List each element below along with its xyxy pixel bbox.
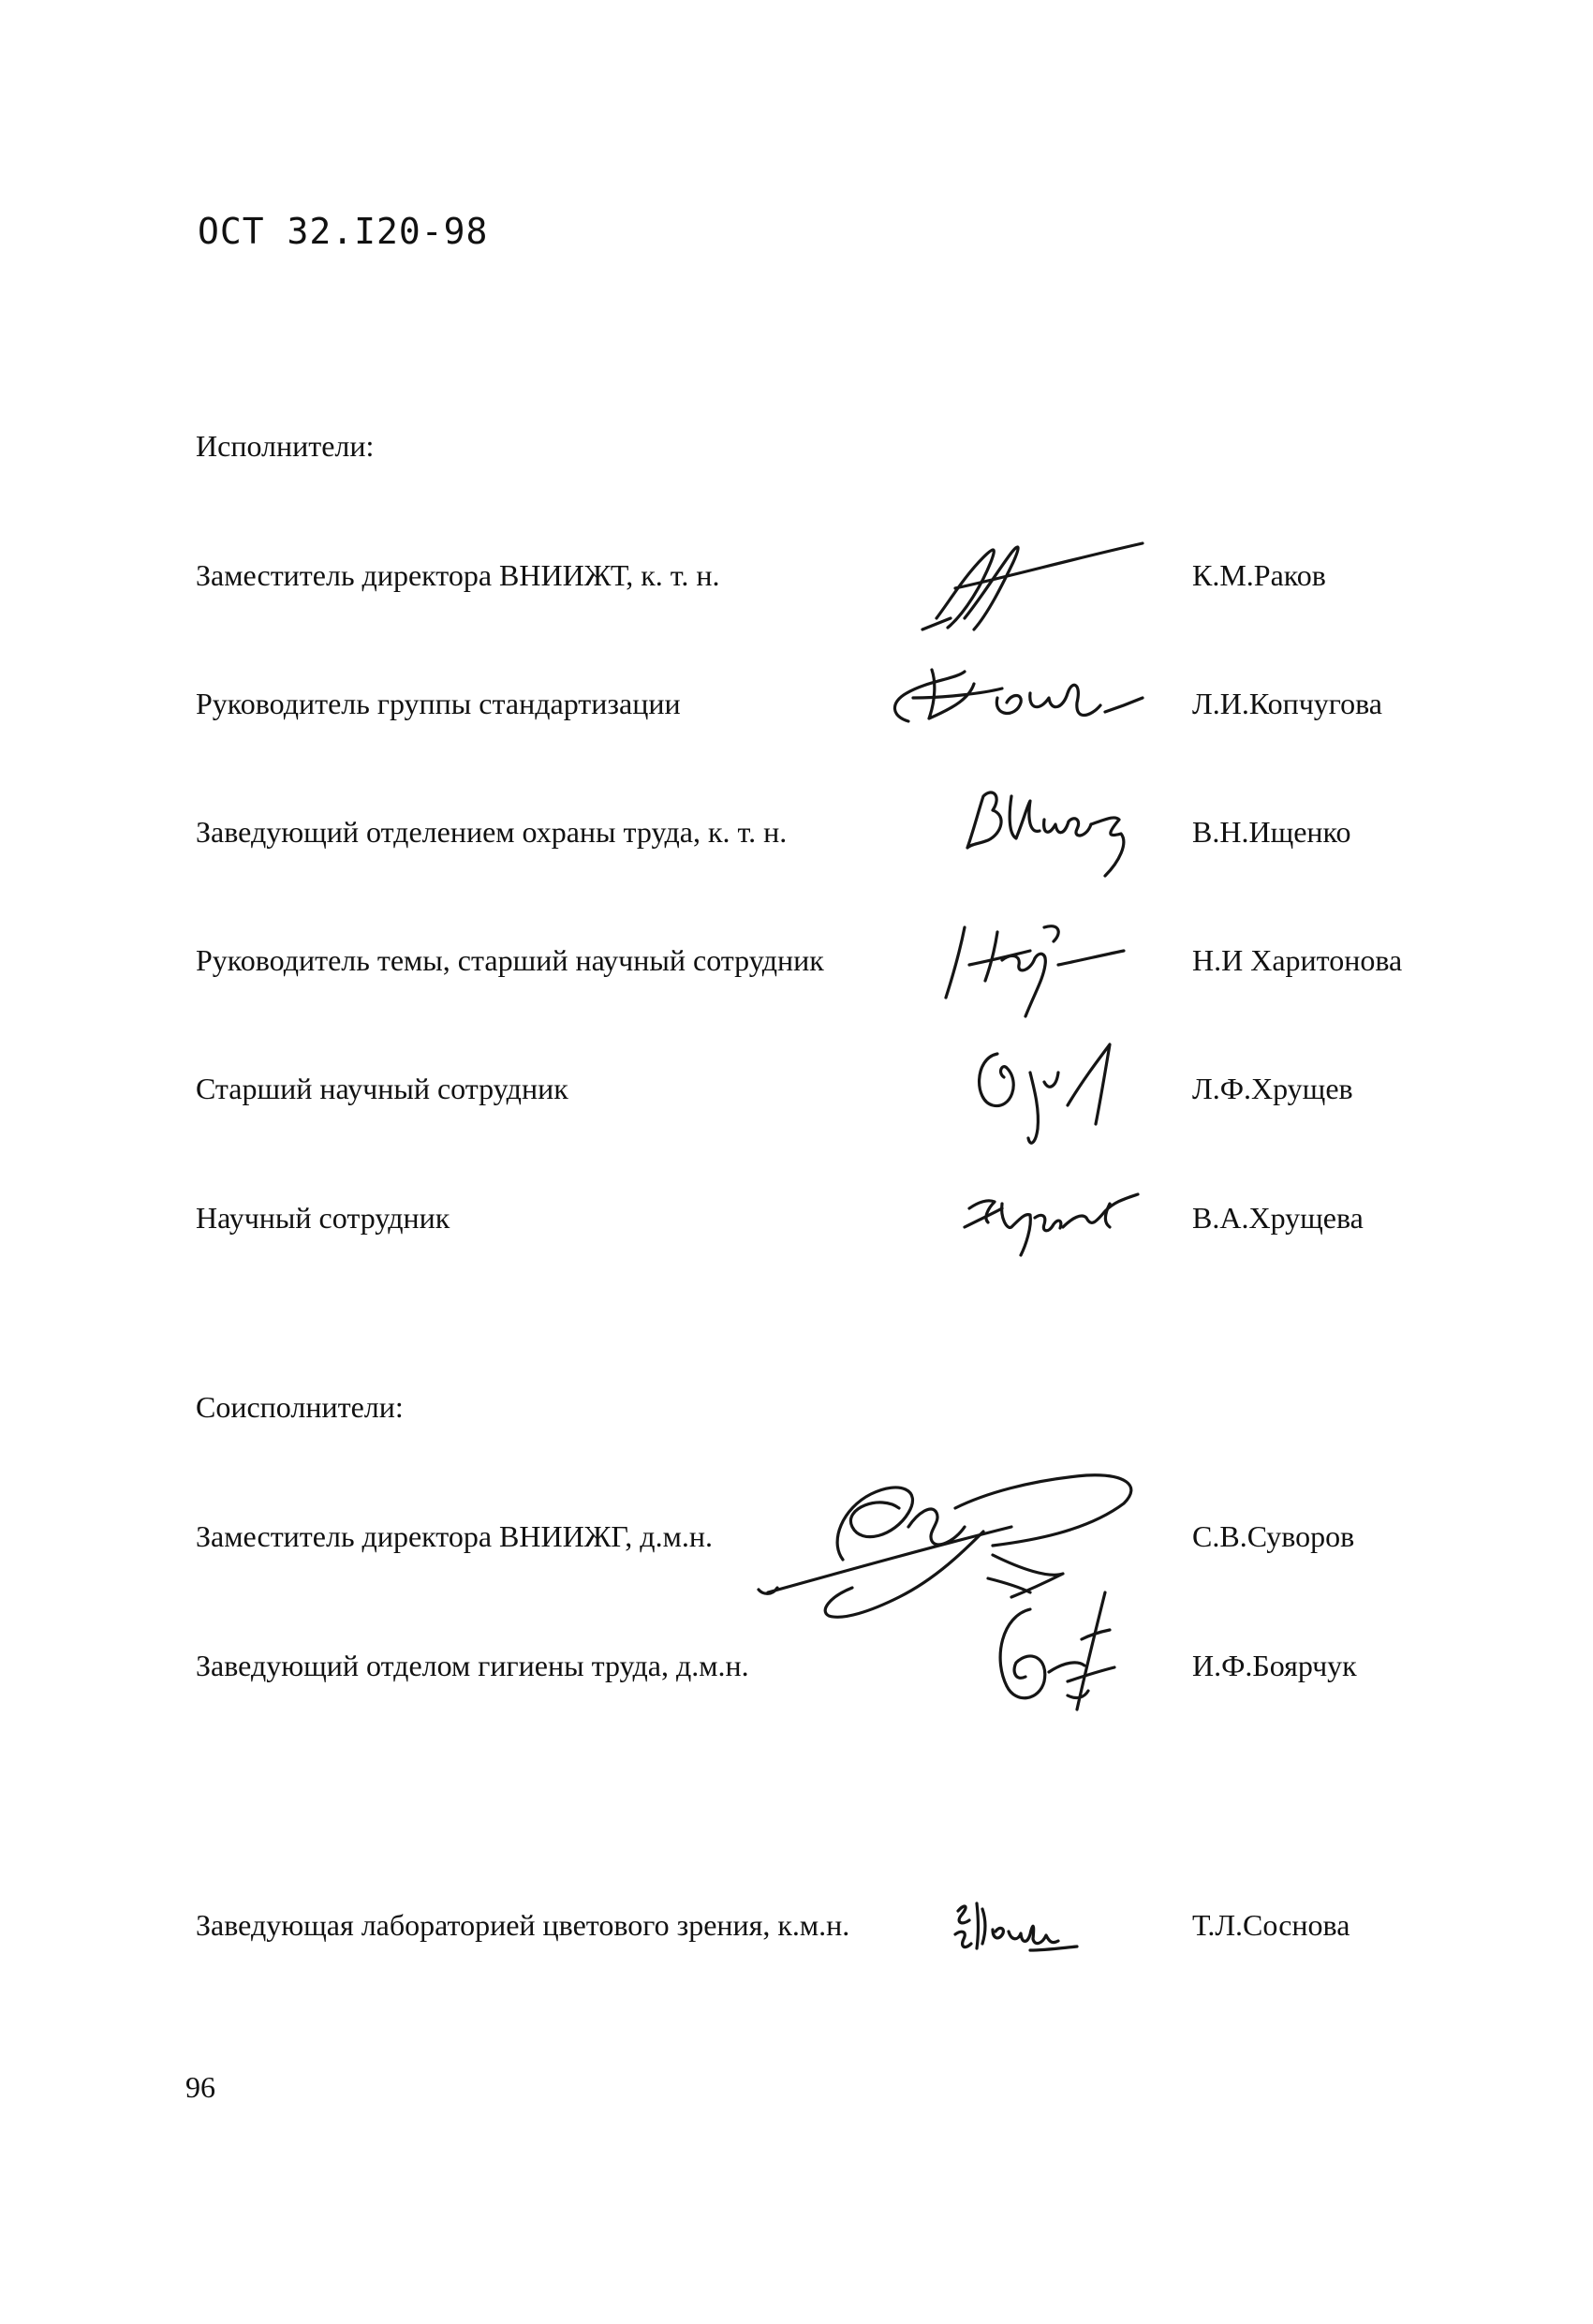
signatory-name: В.Н.Ищенко — [1192, 815, 1351, 849]
handwritten-signature — [908, 525, 1152, 646]
performers-heading: Исполнители: — [196, 429, 375, 463]
co-performers-heading: Соисполнители: — [196, 1390, 404, 1424]
document-code: ОСТ 32.I20-98 — [198, 211, 489, 252]
page-number: 96 — [185, 2070, 215, 2104]
signatory-name: И.Ф.Боярчук — [1192, 1649, 1357, 1682]
handwritten-signature — [941, 1892, 1091, 1962]
signatory-name: В.А.Хрущева — [1192, 1201, 1364, 1235]
position-text: Старший научный сотрудник — [196, 1072, 568, 1105]
handwritten-signature — [951, 782, 1157, 890]
position-text: Руководитель темы, старший научный сотрудник — [196, 943, 824, 977]
signatory-name: Н.И Харитонова — [1192, 943, 1403, 977]
signatory-name: Л.И.Копчугова — [1192, 687, 1382, 720]
handwritten-signature — [927, 913, 1143, 1021]
position-text: Научный сотрудник — [196, 1201, 450, 1235]
position-text: Заведующий отделением охраны труда, к. т. н. — [196, 815, 788, 849]
position-text: Заместитель директора ВНИИЖТ, к. т. н. — [196, 558, 720, 592]
handwritten-signature — [955, 1035, 1152, 1157]
signatory-name: К.М.Раков — [1192, 558, 1326, 592]
position-text: Руководитель группы стандартизации — [196, 687, 681, 720]
position-text: Заместитель директора ВНИИЖГ, д.м.н. — [196, 1519, 713, 1553]
handwritten-signature — [974, 1583, 1152, 1719]
position-text: Заведующий отделом гигиены труда, д.м.н. — [196, 1649, 749, 1682]
handwritten-signature — [880, 651, 1152, 740]
signatory-name: Л.Ф.Хрущев — [1192, 1072, 1353, 1105]
position-text: Заведующая лабораторией цветового зрения, к.м.н. — [196, 1908, 850, 1942]
handwritten-signature — [955, 1176, 1161, 1260]
signatory-name: Т.Л.Соснова — [1192, 1908, 1350, 1942]
signatory-name: С.В.Суворов — [1192, 1519, 1355, 1553]
